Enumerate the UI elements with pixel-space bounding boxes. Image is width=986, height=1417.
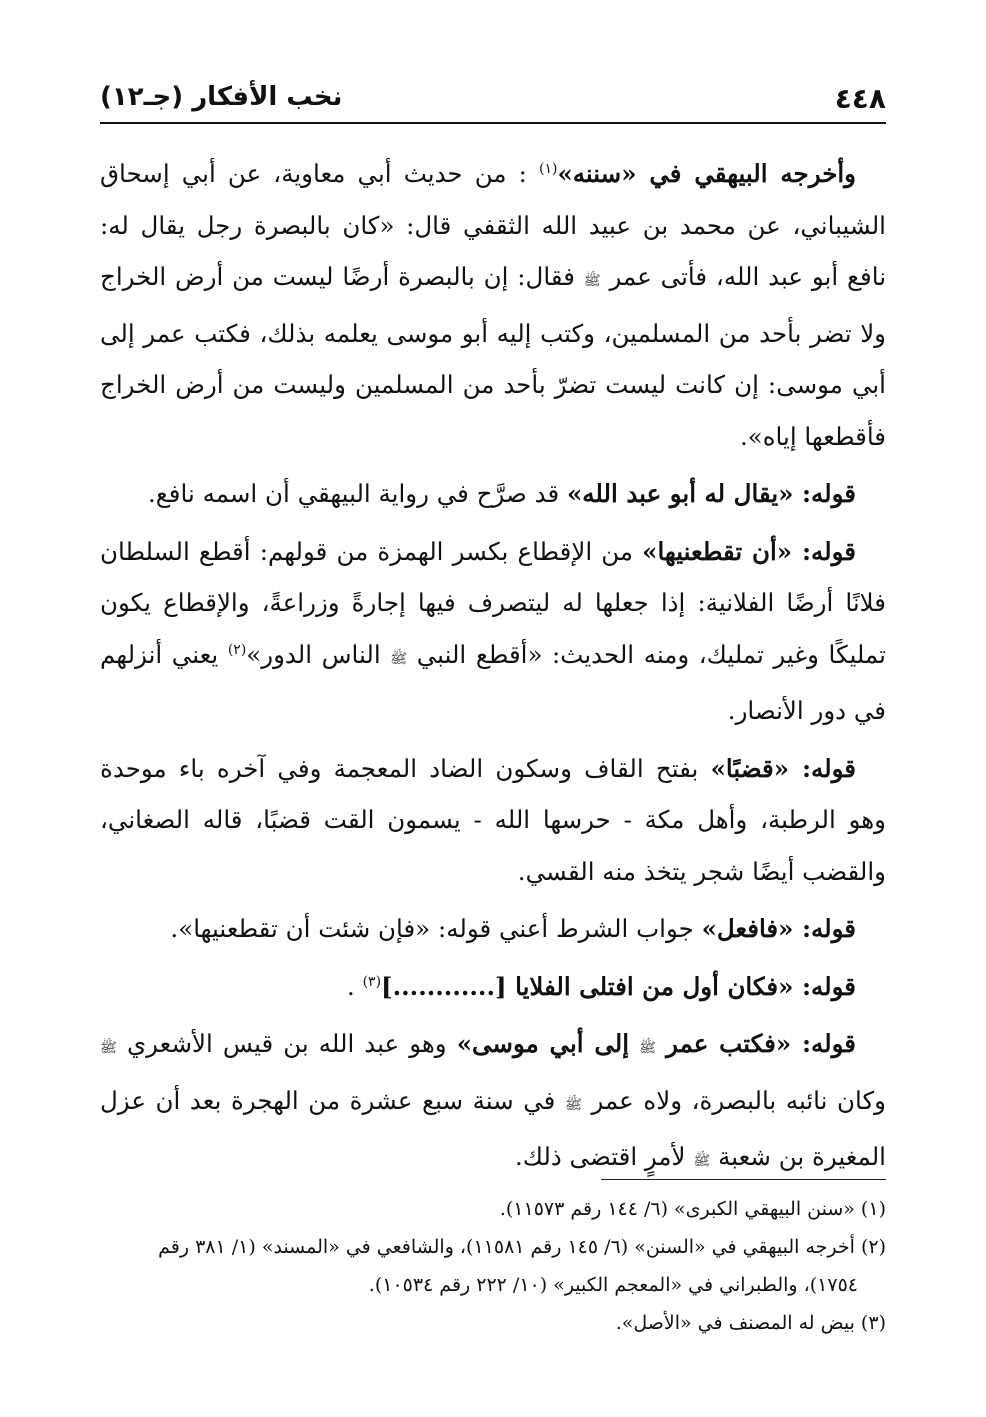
honorific-icon: ﷺ (100, 1040, 117, 1056)
honorific-icon: ﷺ (583, 273, 601, 289)
paragraph-lead: قوله: «يقال له أبو عبد الله» (566, 479, 856, 508)
paragraph-3 (100, 526, 886, 737)
paragraph-text: من الإقطاع بكسر الهمزة من قولهم: أقطع السلطان فلانًا أرضًا الفلانية: إذا جعلها له ليتصرف فيها إجارةً وزراعةً، والإقطاع يكون تمليكًا وغير تمليك، ومنه الحديث: «أقطع النبي (100, 536, 886, 669)
honorific-icon: ﷺ (693, 1153, 711, 1169)
paragraph-lead: قوله: «فكان أول من افتلى الفلايا [............] (381, 971, 856, 1001)
paragraph-text: في سنة سبع عشرة من الهجرة بعد أن عزل المغيرة بن شعبة (100, 1085, 886, 1171)
paragraph-text: يعني أنزلهم في دور الأنصار. (100, 639, 886, 725)
paragraph-lead: إلى أبي موسى» (456, 1029, 630, 1058)
paragraph-5 (100, 903, 886, 955)
page-number: ٤٤٨ (834, 82, 886, 115)
paragraph-text: فقال: إن بالبصرة أرضًا ليست من أرض الخراج ولا تضر بأحد من المسلمين، وكتب إليه أبو موسى يعلمه بذلك، فكتب عمر إلى أبي موسى: إن كانت ليست تضرّ بأحد من المسلمين وليست من أرض الخراج فأقطعها إياه». (100, 262, 886, 451)
footnote-ref: (٢) (227, 641, 247, 658)
paragraph-text: وكان نائبه بالبصرة، ولاه عمر (591, 1085, 887, 1115)
footnote-2-continued: ١٧٥٤)، والطبراني في «المعجم الكبير» (١٠/ ٢٢٢ رقم ١٠٥٣٤). (368, 1274, 858, 1296)
paragraph-6 (100, 961, 886, 1013)
honorific-icon: ﷺ (564, 1096, 582, 1113)
paragraph-4 (100, 743, 886, 898)
paragraph-text: وهو عبد الله بن قيس الأشعري (126, 1029, 447, 1058)
footnote-3: (٣) بيض له المصنف في «الأصل». (615, 1312, 886, 1334)
paragraph-lead: قوله: «فافعل» (701, 914, 856, 943)
paragraph-text: قد صرَّح في رواية البيهقي أن اسمه نافع. (147, 479, 560, 508)
paragraph-text: بفتح القاف وسكون الضاد المعجمة وفي آخره باء موحدة وهو الرطبة، وأهل مكة - حرسها الله - يسمون القت قضبًا، قاله الصغاني، والقضب أيضًا شجر يتخذ منه القسي. (100, 753, 886, 886)
footnote-divider (601, 1179, 886, 1180)
paragraph-lead: قوله: «قضبًا» (710, 753, 857, 783)
paragraph-lead: وأخرجه البيهقي في «سننه» (557, 159, 856, 188)
footnote-2: (٢) أخرجه البيهقي في «السنن» (٦/ ١٤٥ رقم ١١٥٨١)، والشافعي في «المسند» (١/ ٣٨١ رقم (158, 1236, 886, 1258)
page-header (100, 76, 886, 124)
paragraph-7 (100, 1018, 886, 1188)
paragraph-text: . (346, 971, 355, 1001)
paragraph-lead: قوله: «فكتب عمر (666, 1029, 856, 1058)
footnote-ref: (١) (538, 160, 558, 177)
running-title: نخب الأفكار (جـ١٢) (100, 82, 343, 112)
main-text (100, 148, 886, 1194)
footnote-1: (١) «سنن البيهقي الكبرى» (٦/ ١٤٤ رقم ١١٥٧٣). (499, 1198, 886, 1220)
honorific-icon: ﷺ (639, 1040, 657, 1056)
footnotes (100, 1190, 886, 1342)
paragraph-lead: قوله: «أن تقطعنيها» (642, 536, 856, 566)
paragraph-1 (100, 148, 886, 462)
paragraph-text: جواب الشرط أعني قوله: «فإن شئت أن تقطعنيها». (170, 914, 694, 943)
paragraph-2 (100, 468, 886, 520)
paragraph-text: لأمرٍ اقتضى ذلك. (514, 1142, 686, 1171)
footnote-ref: (٣) (362, 973, 382, 990)
paragraph-text: : من حديث أبي معاوية، عن أبي إسحاق الشيباني، عن محمد بن عبيد الله الثقفي قال: «كان بالبصرة رجل يقال له: نافع أبو عبد الله، فأتى عمر (100, 159, 887, 291)
honorific-icon: ﷺ (390, 650, 408, 667)
paragraph-text: الناس الدور» (246, 639, 381, 669)
